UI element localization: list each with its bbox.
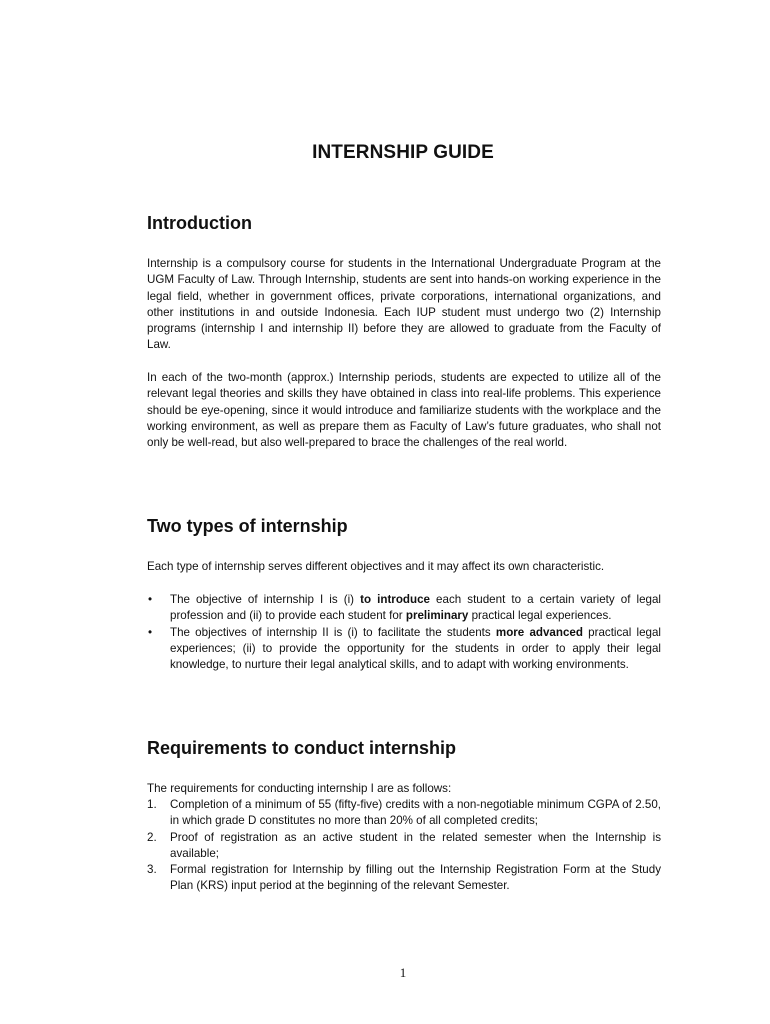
requirements-list (147, 797, 661, 895)
bullet-marker: • (148, 625, 153, 639)
introduction-heading: Introduction (147, 213, 252, 233)
page-number: 1 (399, 965, 407, 980)
requirements-lead: The requirements for conducting internship I are as follows: (147, 782, 452, 795)
list-number: 1. (147, 798, 157, 811)
list-number: 3. (147, 863, 157, 877)
list-item: 3. Formal registration for Internship by filling out the Internship Registration Form at the Study Plan (KRS) input period at the beginning of the relevant Semester. (147, 863, 661, 893)
bullet-marker: • (148, 593, 153, 606)
list-item: • The objective of internship I is (i) to introduce each student to a certain variety of legal profession and (ii) to provide each student for preliminary practical legal experiences. (148, 593, 661, 623)
internship-types-list (147, 592, 661, 673)
requirements-heading: Requirements to conduct internship (147, 738, 457, 758)
page-title: INTERNSHIP GUIDE (312, 142, 494, 163)
list-item: 2. Proof of registration as an active student in the related semester when the Internship is available; (147, 830, 661, 860)
list-item: • The objectives of internship II is (i) to facilitate the students more advanced practical legal experiences; (ii) to provide the opportunity for the students in order to apply their legal knowledge, to nurture their legal analytical skills, and to adapt with working environments. (148, 625, 661, 672)
introduction-paragraph-1: Internship is a compulsory course for students in the International Undergraduate Program at the UGM Faculty of Law. Through Internship, students are sent into hands-on working experience in the legal field, whether in government offices, private corporations, international organizations, and other institutions in and outside Indonesia. Each IUP student must undergo two (2) Internship programs (internship I and internship II) before they are allowed to graduate from the Faculty of Law. (147, 257, 661, 352)
list-item: 1. Completion of a minimum of 55 (fifty-five) credits with a non-negotiable minimum CGPA of 2.50, in which grade D constitutes no more than 20% of all completed credits; (147, 798, 661, 828)
list-number: 2. (147, 830, 157, 844)
internship-types-heading: Two types of internship (147, 516, 348, 536)
introduction-paragraph-2: In each of the two-month (approx.) Internship periods, students are expected to utilize all of the relevant legal theories and skills they have obtained in class into real-life problems. This experience should be eye-opening, since it would introduce and familiarize students with the workplace and the working environment, as well as prepare them as Faculty of Law’s future graduates, who shall not only be well-read, but also well-prepared to brace the challenges of the real world. (147, 371, 661, 450)
internship-types-lead: Each type of internship serves different objectives and it may affect its own characteristic. (147, 560, 605, 573)
